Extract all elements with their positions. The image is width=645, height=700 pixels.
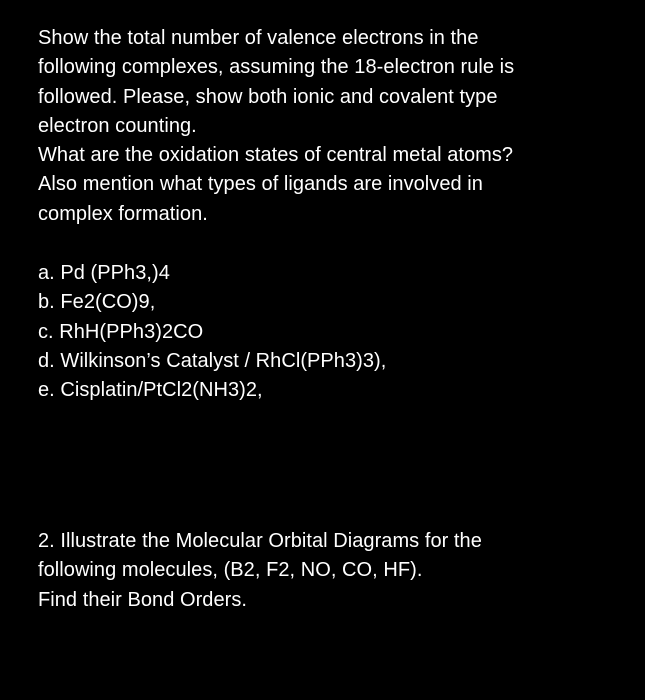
- complex-item-b: b. Fe2(CO)9,: [38, 291, 156, 314]
- question-1-line: Also mention what types of ligands are involved in: [38, 173, 483, 196]
- question-1-line: Show the total number of valence electrons in the: [38, 27, 479, 49]
- complex-item-d: d. Wilkinson’s Catalyst / RhCl(PPh3)3),: [38, 349, 387, 372]
- question-1-line: electron counting.: [38, 114, 197, 137]
- complex-item-a: a. Pd (PPh3,)4: [38, 262, 170, 284]
- question-1-line: What are the oxidation states of central metal atoms?: [38, 144, 514, 167]
- question-1-line: followed. Please, show both ionic and covalent type: [38, 85, 498, 108]
- question-2-line: Find their Bond Orders.: [38, 588, 248, 611]
- complex-list: [38, 259, 628, 405]
- complex-item-c: c. RhH(PPh3)2CO: [38, 320, 204, 343]
- question-1-line: complex formation.: [38, 202, 208, 225]
- question-2: [38, 527, 628, 615]
- question-1-line: following complexes, assuming the 18-electron rule is: [38, 56, 515, 79]
- question-1: [38, 24, 628, 229]
- question-2-line: 2. Illustrate the Molecular Orbital Diagrams for the: [38, 530, 482, 552]
- complex-item-e: e. Cisplatin/PtCl2(NH3)2,: [38, 379, 263, 402]
- question-2-line: following molecules, (B2, F2, NO, CO, HF).: [38, 559, 423, 582]
